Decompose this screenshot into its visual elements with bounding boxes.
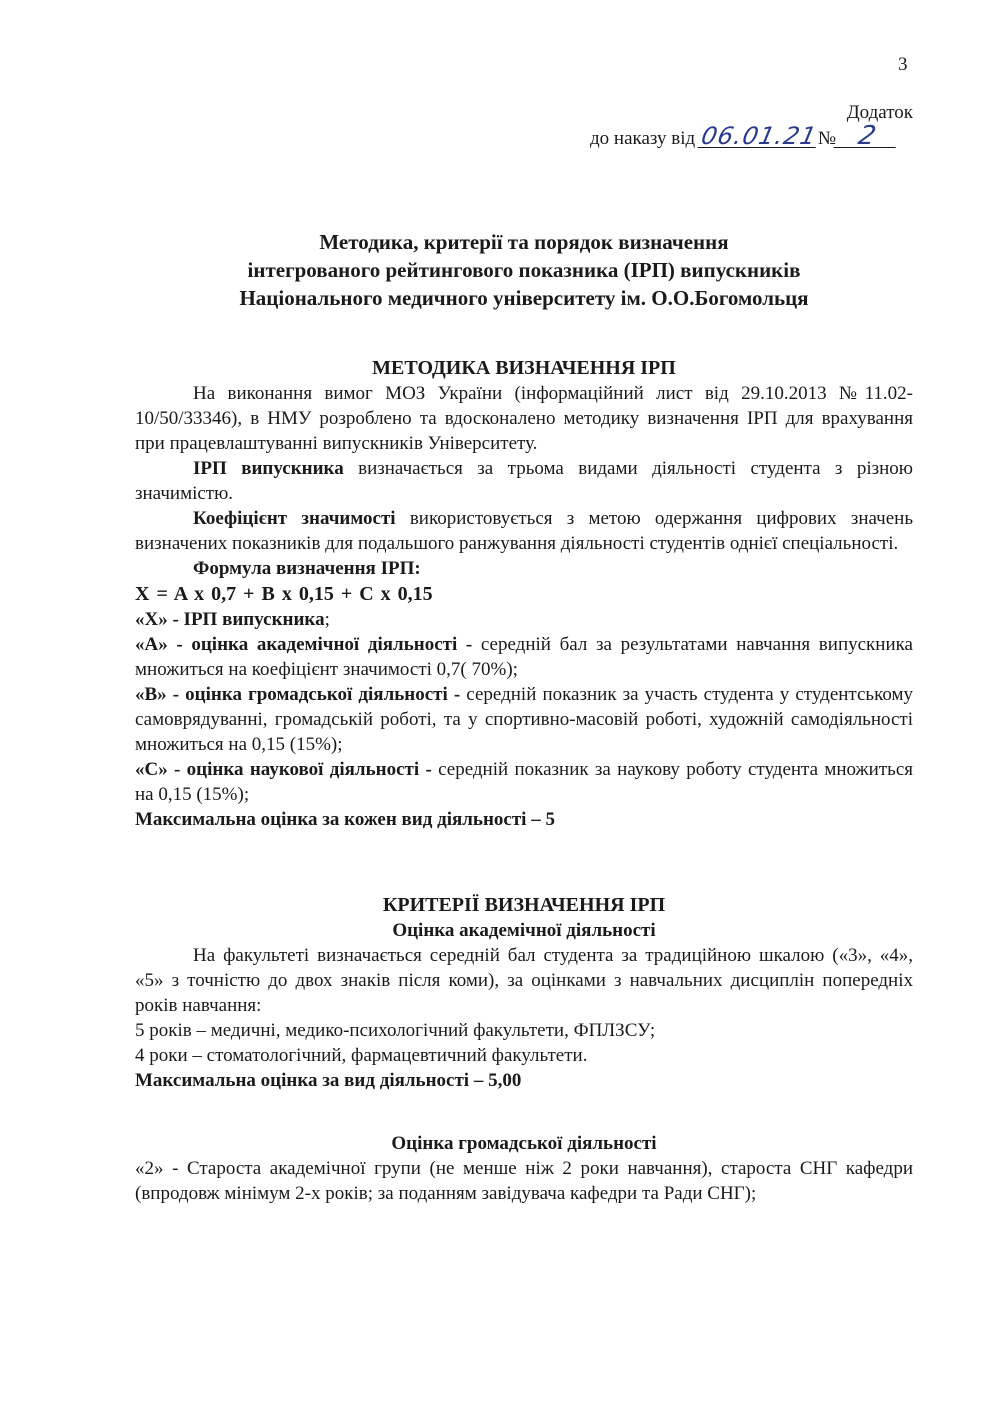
b-definition — [135, 682, 913, 757]
appendix-label: Додаток — [846, 102, 913, 123]
x-term-rest: ; — [324, 609, 330, 630]
graduate-irp-term: ІРП випускника — [193, 458, 344, 479]
b-term: «В» - оцінка громадської діяльності - — [135, 684, 461, 705]
methodology-heading: МЕТОДИКА ВИЗНАЧЕННЯ ІРП — [372, 357, 676, 379]
irp-formula: X = A x 0,7 + B x 0,15 + C x 0,15 — [135, 583, 433, 605]
page-number: 3 — [898, 54, 908, 75]
significance-coefficient-paragraph — [135, 506, 913, 556]
c-definition — [135, 757, 913, 807]
a-definition — [135, 632, 913, 682]
document-title — [135, 228, 913, 312]
b-description: середній показник за участь студента у студентському самоврядуванні, громадській роботі, та у спортивно-масовій роботі, художній самодіяльності множиться на 0,15 (15%); — [135, 684, 913, 755]
max-score-statement: Максимальна оцінка за кожен вид діяльності – 5 — [135, 809, 555, 830]
section-spacer — [135, 1093, 913, 1131]
formula-label: Формула визначення ІРП: — [193, 558, 421, 579]
handwritten-order-number: 2 — [834, 125, 901, 148]
academic-max-score: Максимальна оцінка за вид діяльності – 5,00 — [135, 1070, 522, 1091]
graduate-irp-definition: визначається за трьома видами діяльності студента з різною значимістю. — [135, 458, 913, 504]
c-description: середній показник за наукову роботу студента множиться на 0,15 (15%); — [135, 759, 913, 805]
x-term: «Х» - ІРП випускника — [135, 609, 325, 630]
criteria-heading: КРИТЕРІЇ ВИЗНАЧЕННЯ ІРП — [382, 894, 666, 916]
a-term: «А» - оцінка академічної діяльності - — [135, 634, 473, 655]
handwritten-order-date: 06.01.21 — [698, 122, 820, 150]
academic-four-years-line: 4 роки – стоматологічний, фармацевтичний факультети. — [135, 1045, 588, 1066]
academic-activity-paragraph: На факультеті визначається середній бал студента за традиційною шкалою («3», «4», «5» з точністю до двох знаків після коми), за оцінками з навчальних дисциплін попередніх років навчання: — [135, 945, 913, 1016]
social-activity-item-2: «2» - Староста академічної групи (не менше ніж 2 роки навчання), староста СНГ кафедри (впродовж мінімум 2-х років; за поданням завідувача кафедри та Ради СНГ); — [135, 1158, 913, 1204]
section-spacer — [135, 832, 913, 892]
order-prefix: до наказу від — [590, 128, 696, 149]
a-description: середній бал за результатами навчання випускника множиться на коефіцієнт значимості 0,7( 70%); — [135, 634, 913, 680]
title-line-3: Національного медичного університету ім. О.О.Богомольця — [239, 286, 809, 310]
c-term: «С» - оцінка наукової діяльності - — [135, 759, 432, 780]
significance-coefficient-term: Коефіцієнт значимості — [193, 508, 396, 529]
methodology-intro-paragraph: На виконання вимог МОЗ України (інформаційний лист від 29.10.2013 №11.02-10/50/33346), в НМУ розроблено та вдосконалено методику визначення ІРП для врахування при працевлаштуванні випускників Університету. — [135, 383, 913, 454]
social-activity-heading: Оцінка громадської діяльності — [391, 1133, 657, 1154]
order-number-label: № — [817, 128, 837, 149]
order-reference — [590, 121, 898, 151]
x-definition — [135, 607, 913, 632]
graduate-irp-paragraph — [135, 456, 913, 506]
title-line-2: інтегрованого рейтингового показника (ІРП) випускників — [247, 258, 801, 282]
title-line-1: Методика, критерії та порядок визначення — [319, 230, 729, 254]
academic-activity-heading: Оцінка академічної діяльності — [392, 920, 656, 941]
significance-coefficient-definition: використовується з метою одержання цифрових значень визначених показників для подальшого ранжування діяльності студентів однієї спеціальності. — [135, 508, 914, 554]
academic-five-years-line: 5 років – медичні, медико-психологічний факультети, ФПЛЗСУ; — [135, 1020, 656, 1041]
document-body — [135, 355, 913, 1206]
